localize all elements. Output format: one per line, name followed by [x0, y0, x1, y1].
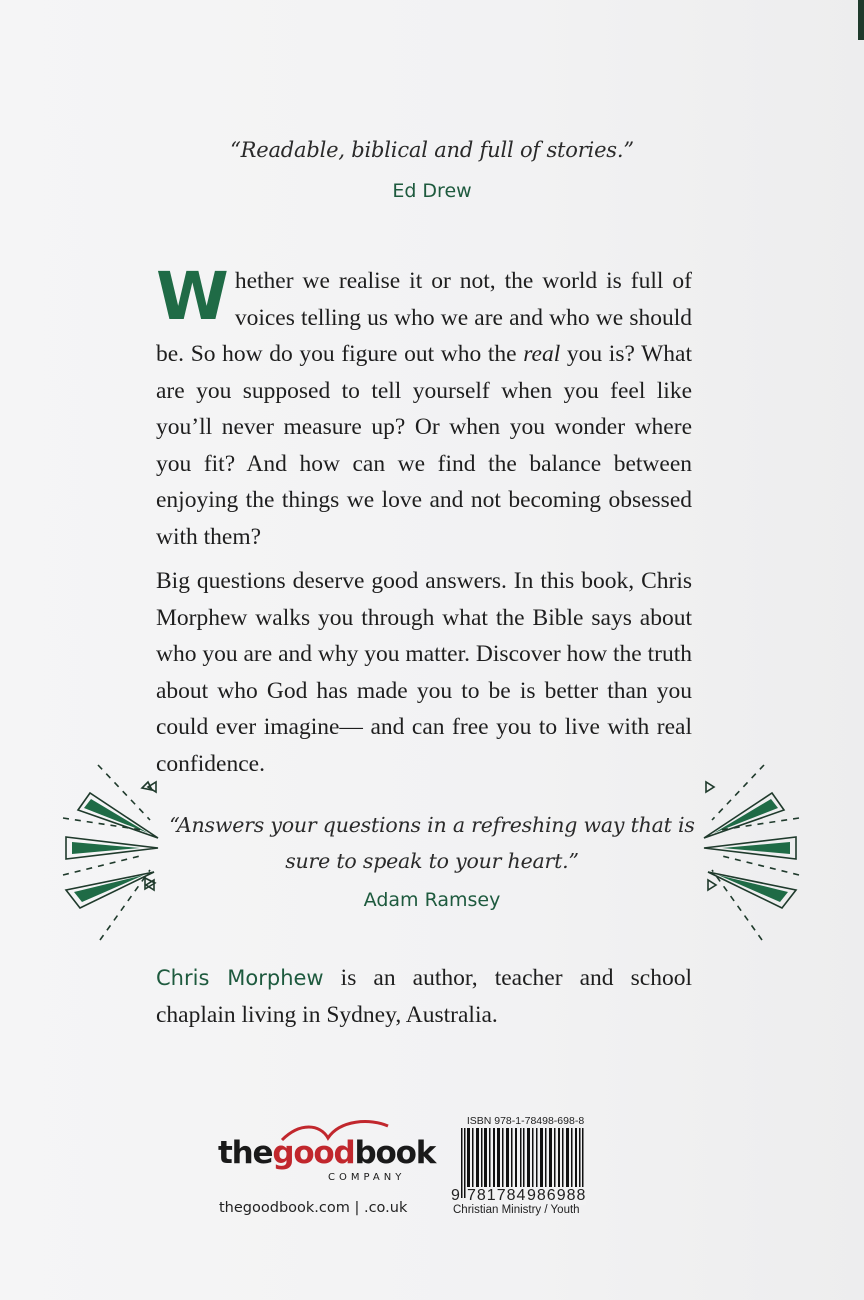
blurb-paragraph-1: Whether we realise it or not, the world is full of voices telling us who we are and who we should be. So how do you figure out who the real you is? What are you supposed to tell yourself when you feel like you’ll never measure up? Or when you wonder where you fit? And how can we find the balance between enjoying the things we love and not becoming obsessed with them?: [156, 258, 693, 550]
blurb-paragraph-2: Big questions deserve good answers. In this book, Chris Morphew walks you through what the Bible says about who you are and why you matter. Discover how the truth about who God has made you to be is better than you could ever imagine— and can free you to live with real confidence.: [156, 568, 693, 777]
author-name: Chris Morphew: [156, 966, 324, 990]
book-category: Christian Ministry / Youth: [453, 1204, 580, 1216]
author-bio: Chris Morphew is an author, teacher and school chaplain living in Sydney, Australia.: [156, 965, 692, 1028]
endorsement-quote-middle-line1: “Answers your questions in a refreshing way that is: [169, 813, 695, 837]
isbn-barcode: ISBN 978-1-78498-698-8 9 781784 986988: [453, 1115, 598, 1198]
endorsement-quote-top: “Readable, biblical and full of stories.”: [230, 138, 634, 162]
endorsement-quote-middle-line2: sure to speak to your heart.”: [285, 849, 579, 873]
blurb: [156, 258, 693, 782]
book-back-cover: “Readable, biblical and full of stories.” Ed Drew Whether we realise it or not, the world is full of voices telling us who we are and who we should be. So how do you figure out who the real you is? What are you supposed to tell yourself when you feel like you’ll never measure up? Or when you wonder where you fit? And how can we find the balance between enjoying the things we love and not becoming obsessed with them? Big questions deserve good answers. In this book, Chris Morphew walks you through what the Bible says about who you are and why you matter. Discover how the truth about who God has made you to be is better than you could ever imagine— and can free you to live with real confidence. “Answers your questions in a refreshing way that is sure to speak to your heart.” Adam Ramsey Chris Morphew is an author, teacher and school chaplain living in Sydney, Australia. thegoodbook COMPANY thegoodbook.com | .co.uk ISBN 978-1-78498-698-8 9 781784 986988 Christian Ministry / Youth: [0, 0, 864, 1300]
cover-edge: [858, 0, 864, 40]
endorsement-author-middle: Adam Ramsey: [363, 889, 501, 911]
publisher-website: thegoodbook.com | .co.uk: [219, 1200, 408, 1216]
isbn-label: ISBN 978-1-78498-698-8: [466, 1115, 585, 1127]
endorsement-author-top: Ed Drew: [392, 180, 472, 202]
drop-cap: W: [156, 258, 229, 335]
